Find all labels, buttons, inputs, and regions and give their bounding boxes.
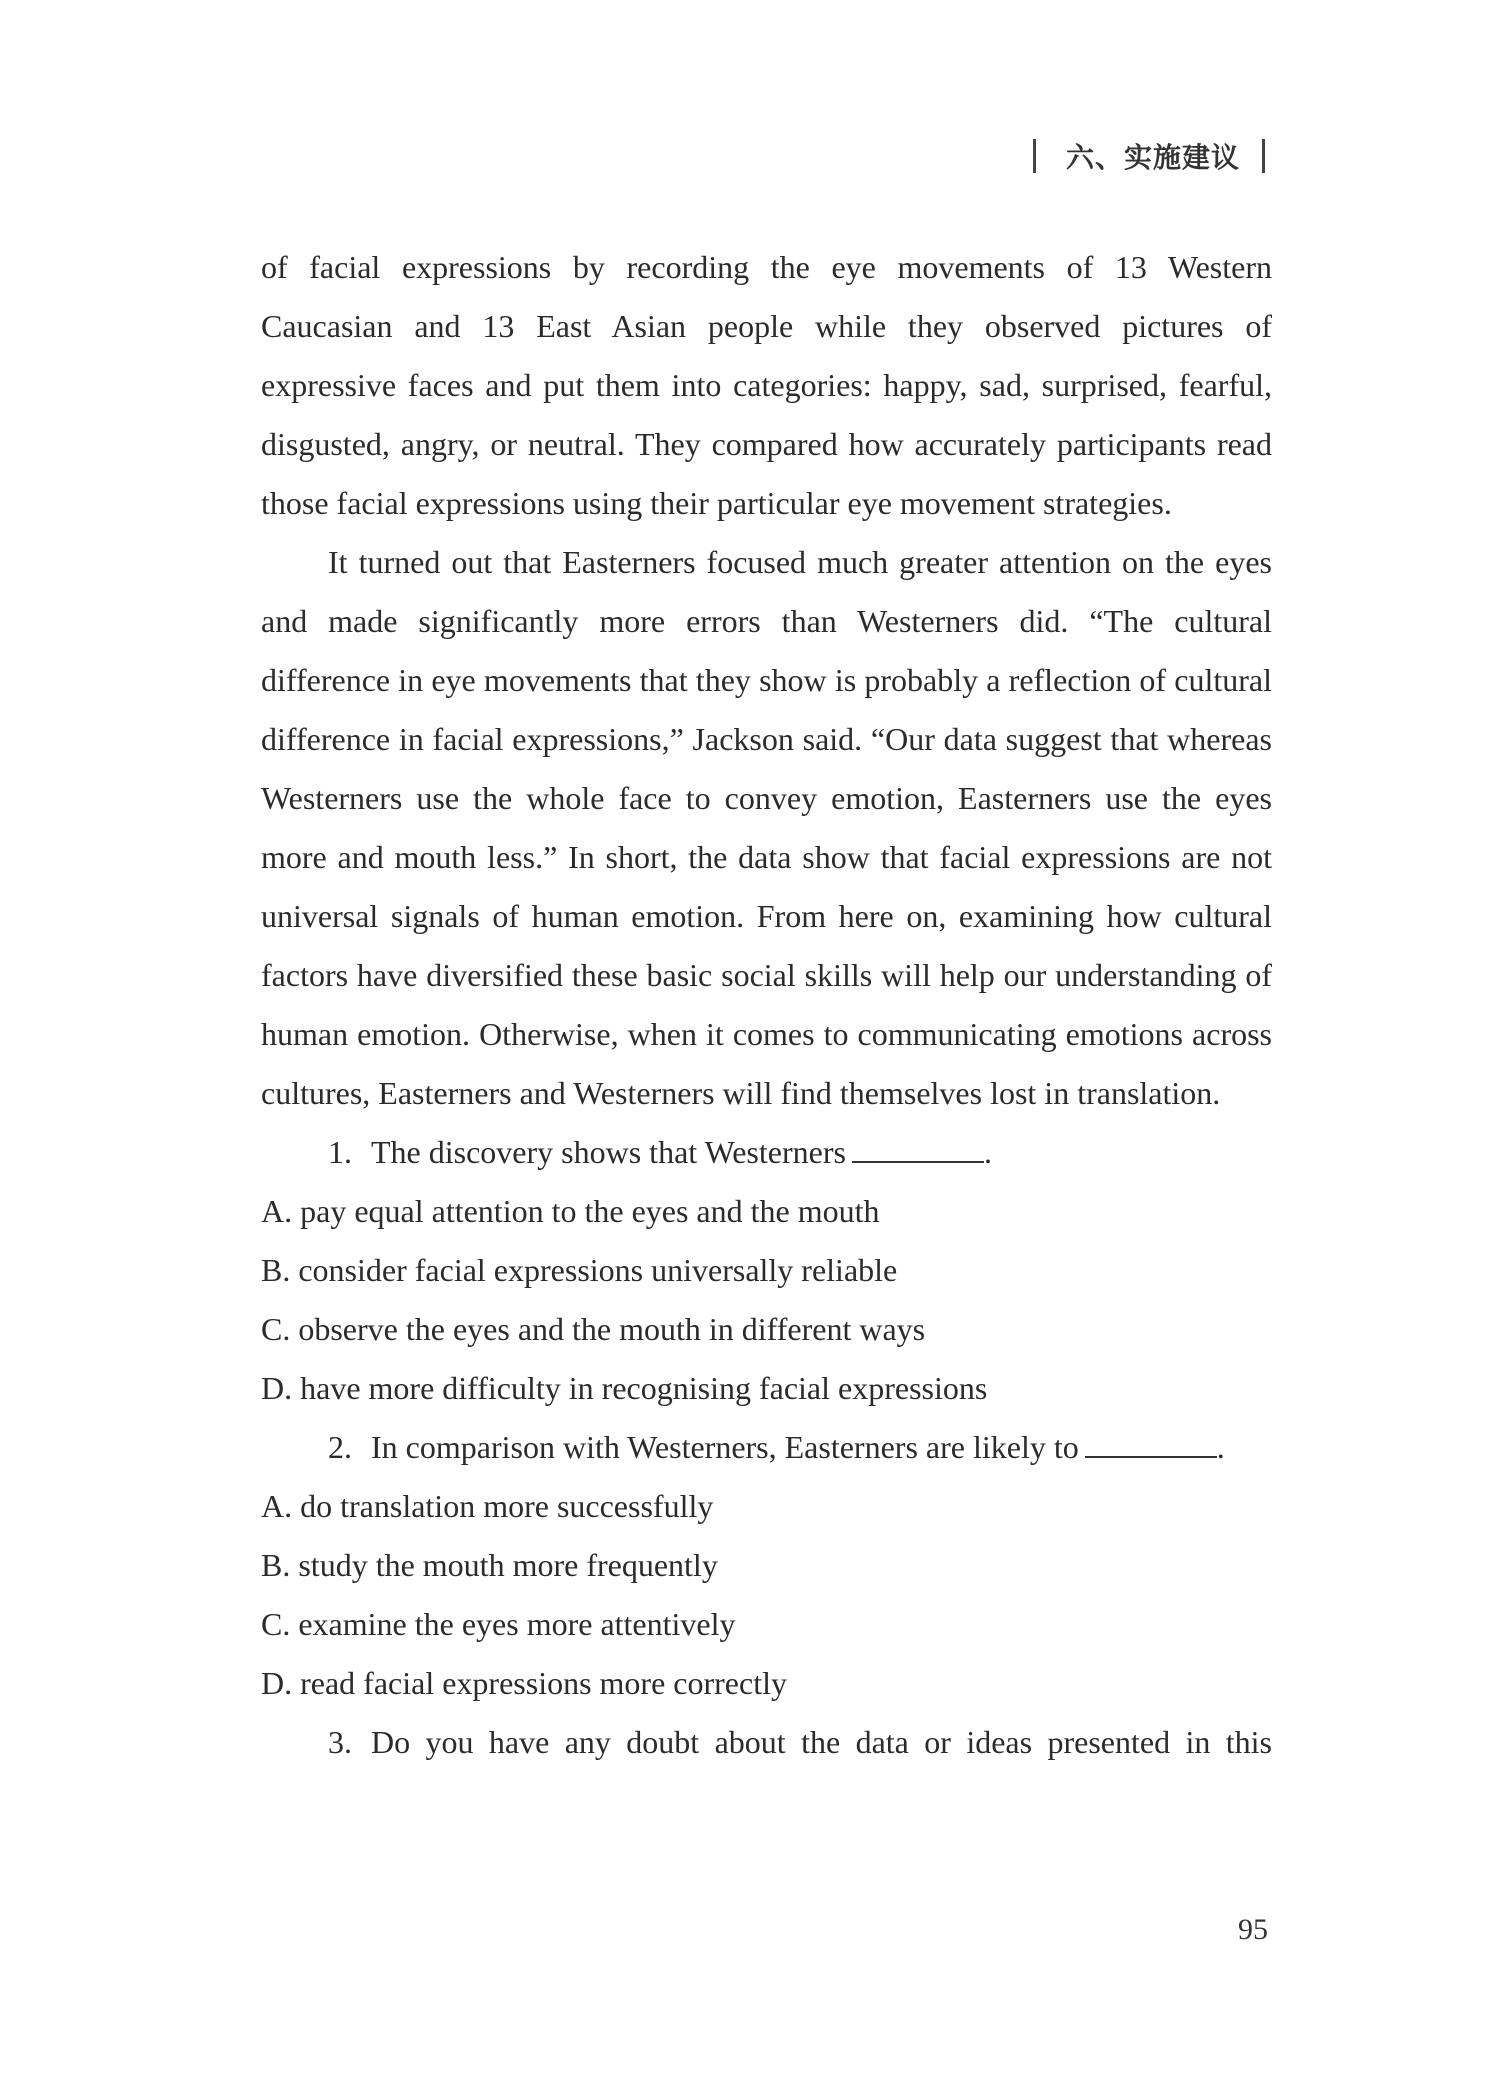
option: B. consider facial expressions universally reliable bbox=[261, 1252, 898, 1288]
question-stem: In comparison with Westerners, Easterners are likely to bbox=[371, 1429, 1079, 1465]
paragraph-continued: of facial expressions by recording the eye movements of 13 Western Caucasian and 13 East Asian people while they observed pictures of expressive faces and put them into categories: happy, sad, surprised, fearful, disgusted, angry, or neutral. They compared how accurately participants read those facial expressions using their particular eye movement strategies. bbox=[261, 249, 1272, 521]
option: A. do translation more successfully bbox=[261, 1488, 714, 1524]
paragraph: It turned out that Easterners focused much greater attention on the eyes and made significantly more errors than Westerners did. “The cultural difference in eye movements that they show is probably a reflection of cultural difference in facial expressions,” Jackson said. “Our data suggest that whereas Westerners use the whole face to convey emotion, Easterners use the eyes more and mouth less.” In short, the data show that facial expressions are not universal signals of human emotion. From here on, examining how cultural factors have diversified these basic social skills will help our understanding of human emotion. Otherwise, when it comes to communicating emotions across cultures, Easterners and Westerners will find themselves lost in translation. bbox=[261, 544, 1272, 1111]
running-header bbox=[1033, 136, 1265, 176]
answer-blank bbox=[1085, 1426, 1217, 1458]
option: D. have more difficulty in recognising facial expressions bbox=[261, 1370, 988, 1406]
question-number: 3. bbox=[328, 1724, 352, 1760]
section-title: 六、实施建议 bbox=[1066, 141, 1241, 174]
question-end: . bbox=[1216, 1429, 1225, 1465]
question-3 bbox=[261, 1713, 1272, 1772]
question-2 bbox=[261, 1418, 1272, 1477]
option: D. read facial expressions more correctly bbox=[261, 1665, 787, 1701]
body-text bbox=[261, 238, 1272, 1772]
option: A. pay equal attention to the eyes and the mouth bbox=[261, 1193, 880, 1229]
question-stem: Do you have any doubt about the data or ideas presented in this bbox=[371, 1724, 1272, 1760]
question-stem: The discovery shows that Westerners bbox=[371, 1134, 846, 1170]
question-1 bbox=[261, 1123, 1272, 1182]
header-left-rule bbox=[1033, 139, 1036, 173]
question-number: 2. bbox=[328, 1429, 352, 1465]
header-right-rule bbox=[1262, 139, 1265, 173]
question-stem-wrap bbox=[371, 1418, 1272, 1477]
option: C. observe the eyes and the mouth in different ways bbox=[261, 1311, 926, 1347]
option: B. study the mouth more frequently bbox=[261, 1547, 718, 1583]
answer-blank bbox=[852, 1131, 984, 1163]
question-end: . bbox=[983, 1134, 992, 1170]
question-number: 1. bbox=[328, 1134, 352, 1170]
question-stem-wrap bbox=[371, 1123, 1272, 1182]
page-number: 95 bbox=[1238, 1913, 1268, 1946]
option: C. examine the eyes more attentively bbox=[261, 1606, 736, 1642]
